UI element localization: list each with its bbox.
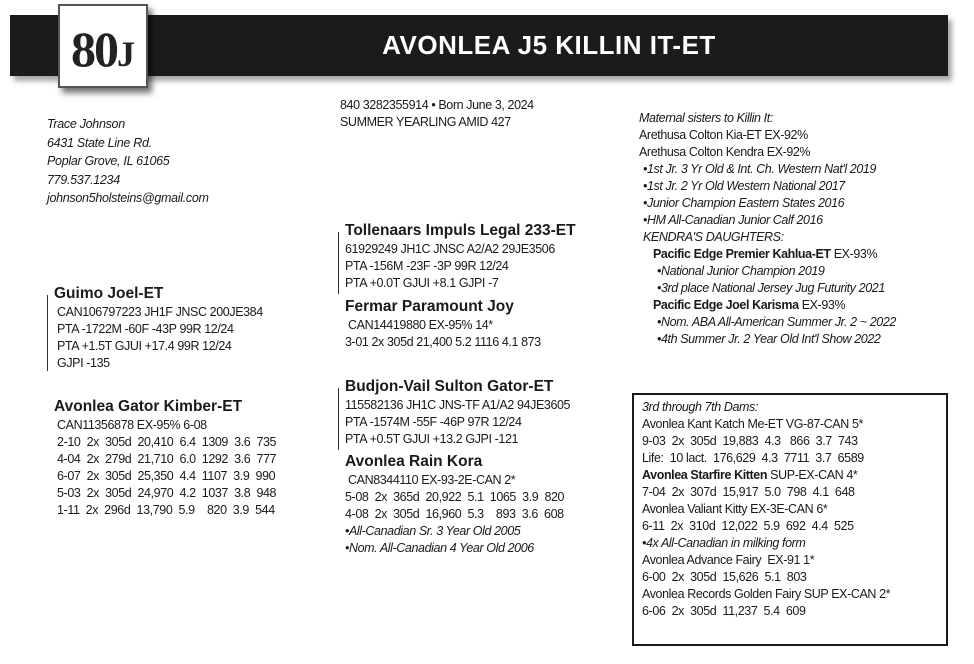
dam-block — [54, 397, 276, 519]
sires-dam-block — [345, 297, 541, 351]
daughter-note: •3rd place National Jersey Jug Futurity 2021 — [657, 281, 885, 295]
dam-line: 5-03 2x 305d 24,970 4.2 1037 3.8 948 — [57, 486, 277, 500]
sister-note: •HM All-Canadian Junior Calf 2016 — [643, 213, 823, 227]
dam-record: Life: 10 lact. 176,629 4.3 7711 3.7 6589 — [642, 451, 864, 465]
granddam-line: 5-08 2x 365d 20,922 5.1 1065 3.9 820 — [345, 490, 565, 504]
daughter-note: •Nom. ABA All-American Summer Jr. 2 ~ 2022 — [657, 315, 896, 329]
sire-name: Tollenaars Impuls Legal 233-ET — [345, 222, 576, 239]
dam-name: Avonlea Gator Kimber-ET — [54, 398, 243, 415]
animal-class-line: SUMMER YEARLING AMID 427 — [340, 115, 511, 129]
lot-number-digits: 80 — [71, 21, 117, 77]
consignor-block — [47, 115, 209, 208]
dam-sire-line: GJPI -135 — [57, 356, 110, 370]
dam-entry-name: Avonlea Starfire Kitten — [642, 468, 768, 482]
daughter-score: EX-93% — [830, 247, 878, 261]
daughter-name: Pacific Edge Joel Karisma — [653, 298, 799, 312]
grandsire-name: Budjon-Vail Sulton Gator-ET — [345, 378, 554, 395]
daughter-entry — [639, 246, 896, 263]
consignor-address: 6431 State Line Rd. — [47, 135, 152, 150]
dam-sire-line: PTA +1.5T GJUI +17.4 99R 12/24 — [57, 339, 232, 353]
daughter-note: •4th Summer Jr. 2 Year Old Int'l Show 2022 — [657, 332, 881, 346]
sire-line: 61929249 JH1C JNSC A2/A2 29JE3506 — [345, 242, 555, 256]
sires-dam-name: Fermar Paramount Joy — [345, 298, 514, 315]
maternal-sisters-block — [639, 110, 896, 348]
dam-sire-line: PTA -1722M -60F -43P 99R 12/24 — [57, 322, 234, 336]
dam-entry-score: SUP-EX-CAN 4* — [767, 468, 858, 482]
grandsire-block — [345, 377, 570, 448]
sire-bracket — [338, 232, 339, 294]
grandsire-bracket — [338, 388, 339, 450]
grandsire-line: PTA +0.5T GJUI +13.2 GJPI -121 — [345, 432, 519, 446]
dam-entry: Avonlea Valiant Kitty EX-3E-CAN 6* — [642, 502, 828, 516]
dam-record: 6-06 2x 305d 11,237 5.4 609 — [642, 604, 806, 618]
dam-record: 6-11 2x 310d 12,022 5.9 692 4.4 525 — [642, 519, 854, 533]
daughters-title: KENDRA'S DAUGHTERS: — [643, 230, 784, 244]
animal-name: AVONLEA J5 KILLIN IT-ET — [382, 30, 716, 60]
dam-line: 2-10 2x 305d 20,410 6.4 1309 3.6 735 — [57, 435, 277, 449]
daughter-entry — [639, 297, 896, 314]
sister-note: •Junior Champion Eastern States 2016 — [643, 196, 845, 210]
sires-dam-line: CAN14419880 EX-95% 14* — [348, 318, 493, 332]
dam-entry: Avonlea Records Golden Fairy SUP EX-CAN 2* — [642, 587, 891, 601]
dam-sire-name: Guimo Joel-ET — [54, 285, 164, 302]
dam-record: 9-03 2x 305d 19,883 4.3 866 3.7 743 — [642, 434, 858, 448]
consignor-city: Poplar Grove, IL 61065 — [47, 154, 170, 168]
daughter-name: Pacific Edge Premier Kahlua-ET — [653, 247, 831, 261]
dam-entry: Avonlea Kant Katch Me-ET VG-87-CAN 5* — [642, 417, 863, 431]
lot-number-box — [58, 4, 148, 88]
granddam-block — [345, 452, 564, 557]
granddam-line: CAN8344110 EX-93-2E-CAN 2* — [348, 473, 516, 487]
sire-line: PTA -156M -23F -3P 99R 12/24 — [345, 259, 509, 273]
dam-sire-bracket — [47, 295, 48, 371]
dam-sire-block — [54, 284, 263, 372]
daughter-score: EX-93% — [798, 298, 846, 312]
grandsire-line: 115582136 JH1C JNS-TF A1/A2 94JE3605 — [345, 398, 571, 412]
dam-record: 6-00 2x 305d 15,626 5.1 803 — [642, 570, 807, 584]
dam-line: CAN11356878 EX-95% 6-08 — [57, 418, 207, 432]
sister-note: •1st Jr. 3 Yr Old & Int. Ch. Western Nat'l 2019 — [643, 162, 876, 176]
sister-note: •1st Jr. 2 Yr Old Western National 2017 — [643, 179, 845, 193]
consignor-phone: 779.537.1234 — [47, 172, 120, 187]
dam-record: 7-04 2x 307d 15,917 5.0 798 4.1 648 — [642, 485, 855, 499]
consignor-email: johnson5holsteins@gmail.com — [47, 191, 209, 205]
dam-note: •4x All-Canadian in milking form — [642, 536, 806, 550]
animal-id-block — [340, 97, 534, 131]
granddam-line: 4-08 2x 305d 16,960 5.3 893 3.6 608 — [345, 507, 564, 521]
dams-title: 3rd through 7th Dams: — [642, 400, 758, 414]
lot-number-suffix: J — [117, 34, 135, 74]
lot-number — [71, 21, 135, 86]
dam-line: 4-04 2x 279d 21,710 6.0 1292 3.6 777 — [57, 452, 277, 466]
grandsire-line: PTA -1574M -55F -46P 97R 12/24 — [345, 415, 522, 429]
sires-dam-line: 3-01 2x 305d 21,400 5.2 1116 4.1 873 — [345, 335, 541, 349]
dam-line: 1-11 2x 296d 13,790 5.9 820 3.9 544 — [57, 503, 275, 517]
granddam-note: •Nom. All-Canadian 4 Year Old 2006 — [345, 541, 534, 555]
dams-block — [642, 399, 890, 620]
maternal-sister: Arethusa Colton Kia-ET EX-92% — [639, 128, 808, 142]
granddam-name: Avonlea Rain Kora — [345, 453, 483, 470]
maternal-sisters-title: Maternal sisters to Killin It: — [639, 111, 773, 125]
dam-entry: Avonlea Advance Fairy EX-91 1* — [642, 553, 815, 567]
granddam-note: •All-Canadian Sr. 3 Year Old 2005 — [345, 524, 521, 538]
consignor-name: Trace Johnson — [47, 117, 125, 131]
animal-id-line: 840 3282355914 • Born June 3, 2024 — [340, 98, 534, 112]
daughter-note: •National Junior Champion 2019 — [657, 264, 825, 278]
sire-line: PTA +0.0T GJUI +8.1 GJPI -7 — [345, 276, 499, 290]
sire-block — [345, 221, 576, 292]
dam-entry — [642, 467, 890, 484]
dam-sire-line: CAN106797223 JH1F JNSC 200JE384 — [57, 305, 263, 319]
dam-line: 6-07 2x 305d 25,350 4.4 1107 3.9 990 — [57, 469, 276, 483]
maternal-sister: Arethusa Colton Kendra EX-92% — [639, 145, 811, 159]
